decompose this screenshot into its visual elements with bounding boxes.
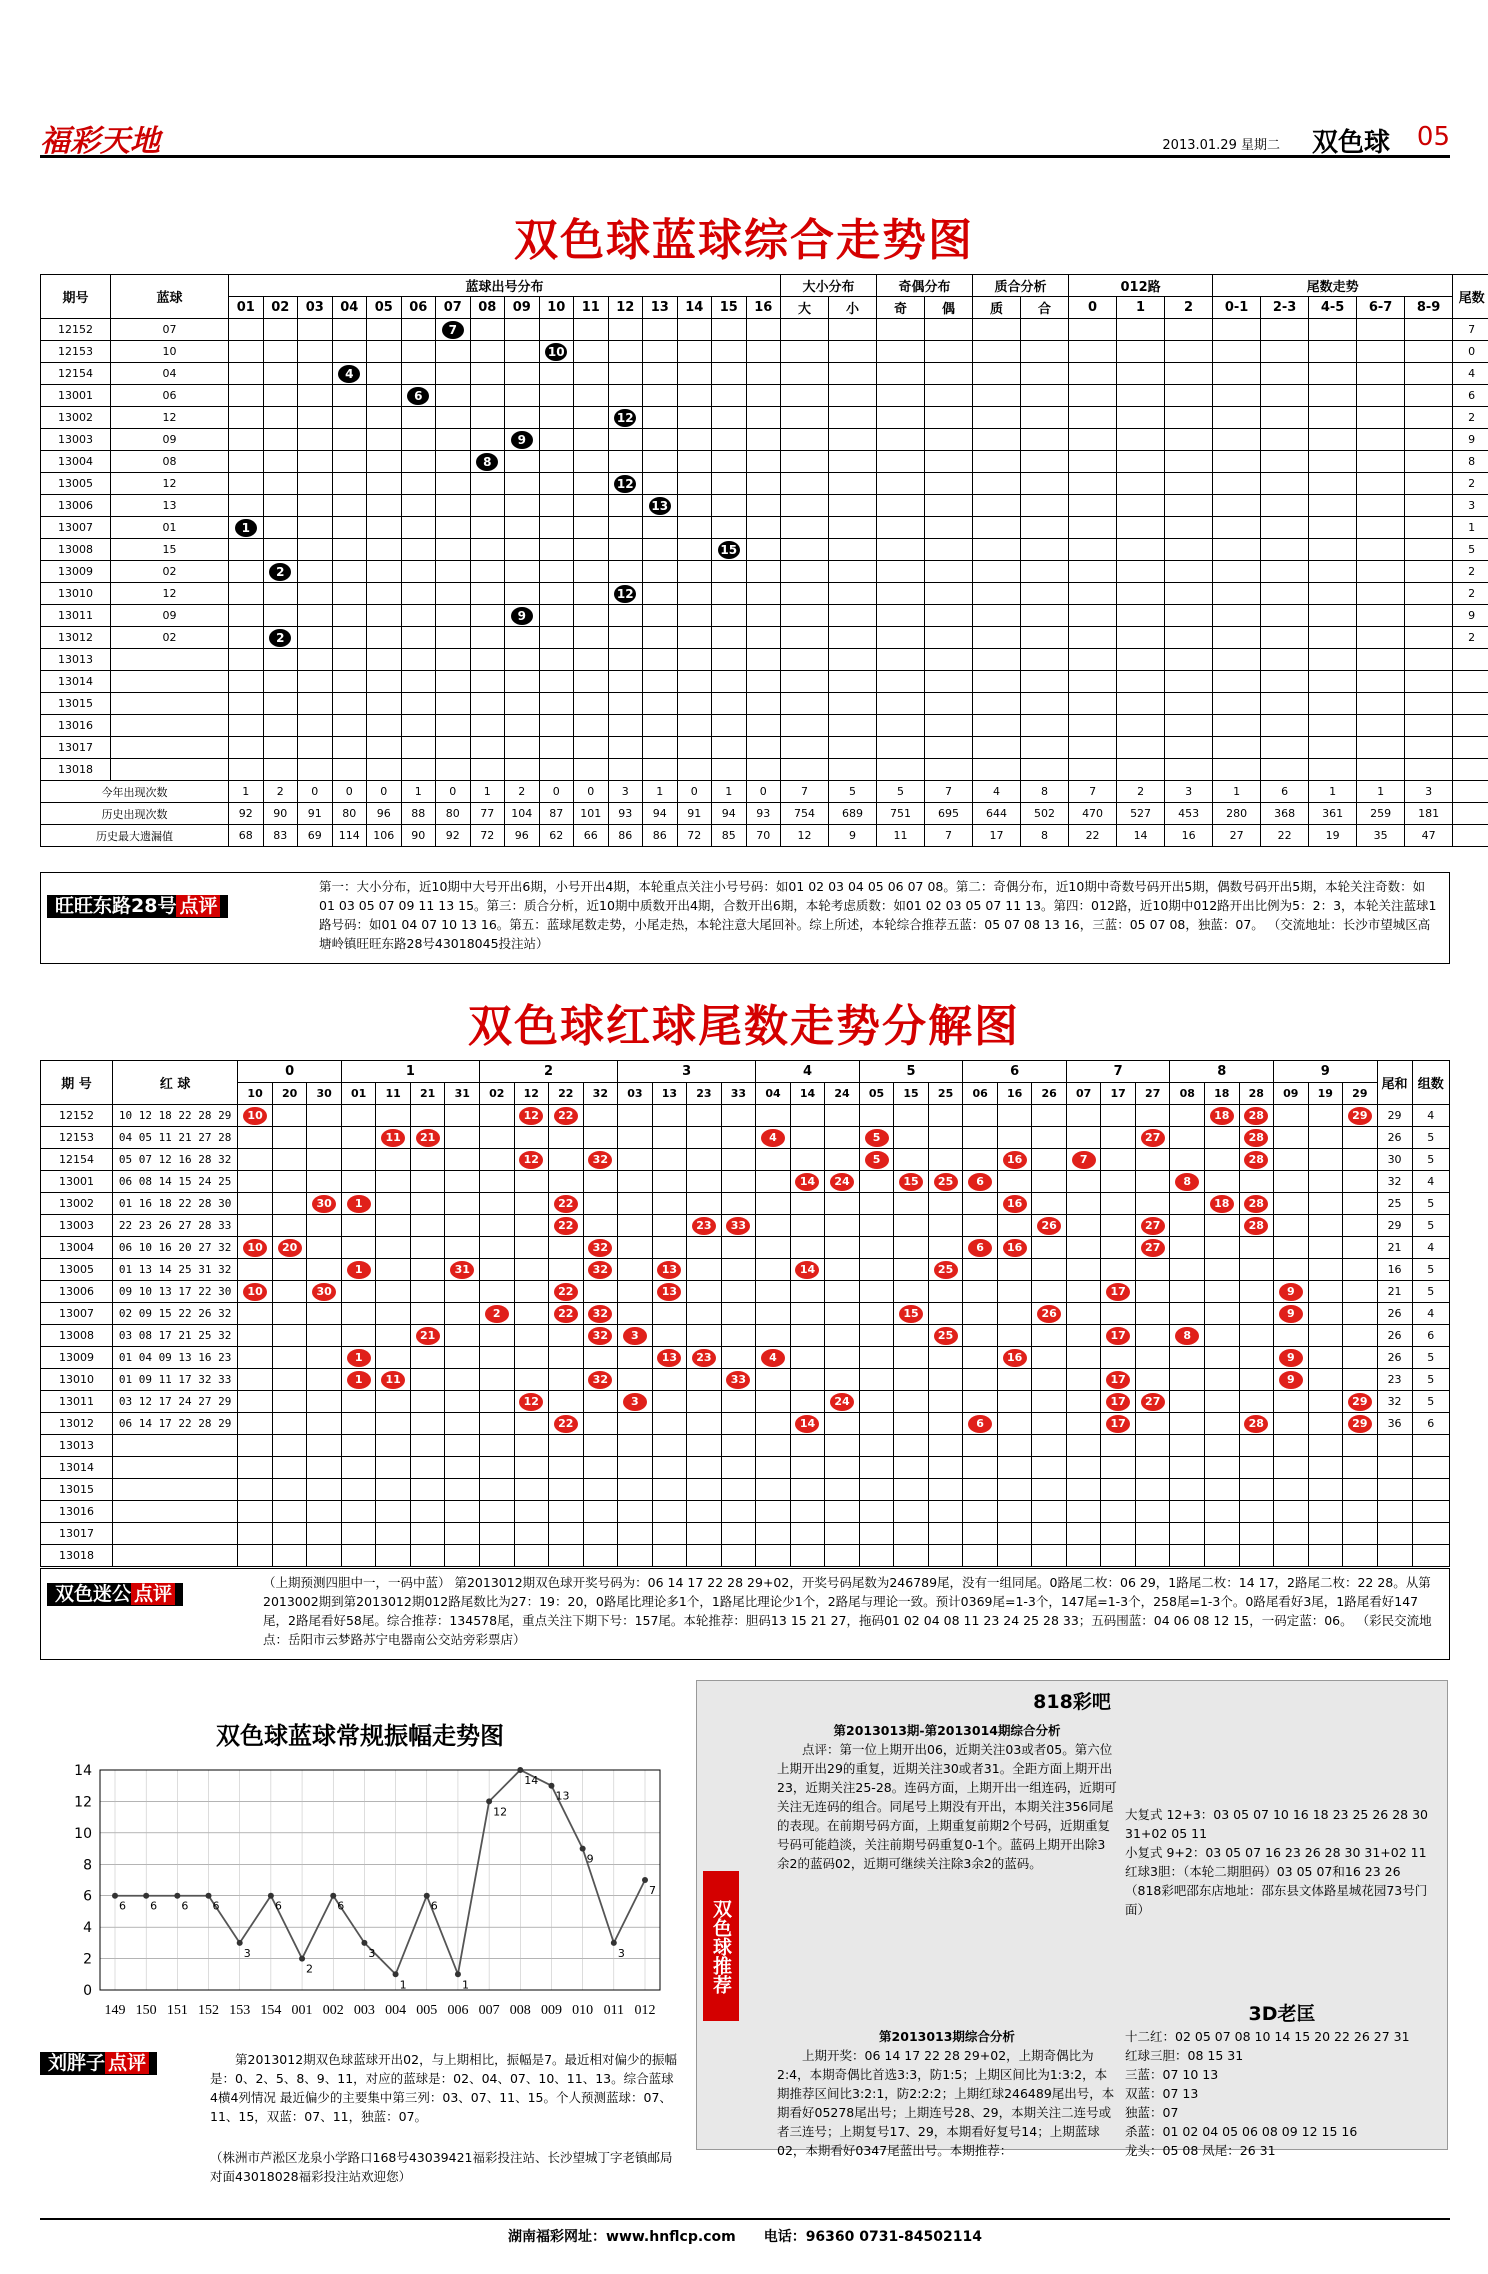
table-row: 13011 03 12 17 24 27 29 12 3 24 17 27 29 32 5 [41, 1391, 1450, 1413]
table-row: 13010 01 09 11 17 32 33 1 11 32 33 17 9 23 5 [41, 1369, 1450, 1391]
red-ball: 32 [588, 1327, 612, 1345]
data-label: 1 [399, 1978, 407, 1992]
red-ball: 12 [519, 1151, 543, 1169]
red-ball: 13 [657, 1261, 681, 1279]
data-point [455, 1971, 461, 1977]
h-period: 期号 [41, 275, 111, 319]
red-ball: 22 [554, 1195, 578, 1213]
comment-box-3 [40, 2048, 680, 2198]
blue-ball: 12 [614, 585, 636, 603]
x-tick-label: 150 [135, 2003, 157, 2018]
red-ball: 21 [416, 1129, 440, 1147]
table-row: 13017 [41, 737, 1488, 759]
data-label: 6 [337, 1899, 345, 1913]
table-row: 13010 12 12 2 [41, 583, 1488, 605]
blue-ball: 4 [338, 365, 360, 383]
red-ball: 16 [1003, 1349, 1027, 1367]
red-ball: 11 [381, 1129, 405, 1147]
data-point [517, 1767, 523, 1773]
x-tick-label: 005 [416, 2003, 438, 2018]
x-tick-label: 011 [603, 2003, 625, 2018]
y-tick-label: 14 [74, 1763, 92, 1779]
red-ball: 9 [1279, 1371, 1303, 1389]
x-tick-label: 006 [447, 2003, 469, 2018]
y-tick-label: 8 [83, 1857, 92, 1874]
data-point [361, 1940, 367, 1946]
r3d-left: 第2013013期综合分析 上期开奖：06 14 17 22 28 29+02，上期奇偶比为2:4，本期奇偶比首选3:3，防1:5；上期区间比为1:3:2，本期推荐区间比3:2:1，防2:2:2；上期红球246489尾出号，本期看好05278尾出号；上期连号28、29，本期关注二连号或者三连号；上期复号17、29，本期看好复号14；上期蓝球02，本期看好0347尾蓝出号。本期推荐： [777, 2029, 1115, 2158]
red-ball: 28 [1244, 1151, 1268, 1169]
data-point [206, 1893, 212, 1899]
data-point [330, 1893, 336, 1899]
blue-ball: 2 [269, 629, 291, 647]
y-tick-label: 0 [83, 1983, 92, 1999]
red-ball: 30 [312, 1195, 336, 1213]
amplitude-chart [40, 1760, 680, 2050]
r818-left: 第2013013期-第2013014期综合分析 点评：第一位上期开出06，近期关注03或者05。第六位上期开出29的重复，近期关注30或者31。全距方面上期开出23，近期关注25-28。连码方面，上期开出一组连码，近期可关注无连码的组合。同尾号上期没有开出，本期关注356同尾的表现。在前期号码方面，上期重复前期2个号码，近期重复号码可能趋淡，关注前期号码重复0-1个。蓝码上期开出除3余2的蓝码02，近期可继续关注除3余2的蓝码。 [777, 1723, 1117, 1871]
red-ball: 29 [1348, 1393, 1372, 1411]
table-row: 12153 04 05 11 21 27 28 11 21 4 5 27 28 26 5 [41, 1127, 1450, 1149]
table-row: 12154 05 07 12 16 28 32 12 32 5 16 7 28 30 5 [41, 1149, 1450, 1171]
red-ball: 14 [795, 1261, 819, 1279]
red-tail-table: 期 号 红 球 0 1 2 3 4 5 6 7 8 9 尾和 组数 10 20 30 01 11 21 31 02 12 22 32 03 13 23 33 04 14 24 05 15 25 06 16 26 07 17 27 08 18 28 09 19 29 12152 10 12 18 22 28 29 10 12 22 18 28 29 29 4 12153 04 05 11 21 27 28 11 21 4 5 27 28 26 5 12154 05 07 12 16 28 32 12 32 5 16 7 28 30 5 13001 06 08 14 15 24 25 14 24 15 25 6 8 32 4 13002 01 16 18 22 28 30 30 1 22 16 18 28 25 5 13003 22 23 26 27 28 33 22 23 33 26 27 28 29 5 13004 06 10 16 20 27 32 10 20 32 6 16 27 21 4 13005 01 13 14 25 31 32 1 31 32 13 14 25 16 5 13006 09 10 13 17 22 30 10 30 22 13 17 9 21 5 13007 02 09 15 22 26 32 2 22 32 15 26 9 26 4 13008 03 08 17 21 25 32 21 32 3 25 17 8 26 6 13009 01 04 09 13 16 23 1 13 23 4 16 9 26 5 13010 01 09 11 17 32 33 1 11 32 33 17 9 23 5 13011 03 12 17 24 27 29 12 3 24 17 27 29 32 5 13012 06 14 17 22 28 29 22 14 6 17 28 29 36 6 13013 13014 13015 13016 13017 13018 [40, 1060, 1450, 1567]
issue-date: 2013.01.29 星期二 [1162, 138, 1280, 153]
r3d-head: 3D老匡 [1248, 2003, 1316, 2025]
blue-ball: 1 [235, 519, 257, 537]
comment-text-1: 第一：大小分布，近10期中大号开出6期，小号开出4期，本轮重点关注小号号码：如01 02 03 04 05 06 07 08。第二：奇偶分布，近10期中奇数号码开出5期，偶数号码开出5期，本轮关注奇数：如01 03 05 07 09 11 13 15。第三：质合分析，近10期中质数开出4期，合数开出6期，本轮考虑质数：如01 02 03 05 07 11 13。第四：012路，近10期中012路开出比例为5：2：3，本轮关注蓝球1路号码：如01 04 07 10 13 16。第五：蓝球尾数走势，小尾走热，本轮注意大尾回补。综上所述，本轮综合推荐五蓝：05 07 08 13 16，三蓝：05 07 08，独蓝：07。 （交流地址：长沙市望城区高塘岭镇旺旺东路28号43018045投注站） [319, 879, 1437, 951]
x-tick-label: 152 [198, 2003, 220, 2018]
red-ball: 27 [1141, 1129, 1165, 1147]
red-ball: 22 [554, 1217, 578, 1235]
r818-right: 大复式 12+3：03 05 07 10 16 18 23 25 26 28 30 31+02 05 11 小复式 9+2：03 05 07 16 23 26 28 30 31+02 11 红球3胆：（本轮二期胆码）03 05 07和16 23 26 （818彩吧邵东店地址：邵东县文体路星城花园73号门面） [1125, 1807, 1429, 1917]
data-label: 13 [555, 1789, 570, 1803]
x-tick-label: 001 [291, 2003, 313, 2018]
x-tick-label: 151 [166, 2003, 188, 2018]
table-row: 13018 [41, 759, 1488, 781]
y-tick-label: 2 [83, 1951, 92, 1968]
data-point [237, 1940, 243, 1946]
comment-tag-1: 旺旺东路28号 点评 [47, 895, 228, 918]
red-ball: 9 [1279, 1283, 1303, 1301]
data-point [299, 1956, 305, 1962]
red-ball: 17 [1106, 1283, 1130, 1301]
recommend-box [696, 1680, 1448, 2158]
data-label: 6 [430, 1899, 438, 1913]
red-ball: 10 [243, 1283, 267, 1301]
y-tick-label: 6 [83, 1888, 92, 1905]
table-row: 13012 02 2 2 [41, 627, 1488, 649]
red-ball: 15 [899, 1173, 923, 1191]
red-ball: 3 [623, 1327, 647, 1345]
red-ball: 8 [1175, 1173, 1199, 1191]
table-row: 13014 [41, 671, 1488, 693]
table-row: 13016 [41, 1501, 1450, 1523]
red-ball: 1 [347, 1371, 371, 1389]
red-ball: 28 [1244, 1195, 1268, 1213]
y-tick-label: 4 [83, 1920, 92, 1937]
red-ball: 12 [519, 1393, 543, 1411]
red-ball: 23 [692, 1349, 716, 1367]
red-ball: 22 [554, 1415, 578, 1433]
stats-row: 历史最大遗漏值 68 83 69 114 106 90 92 72 96 62 66 86 86 72 85 70 12 9 11 7 17 8 22 14 16 27 22 19 35 47 [41, 825, 1488, 847]
red-ball: 10 [243, 1239, 267, 1257]
red-ball: 25 [934, 1327, 958, 1345]
blue-ball: 9 [511, 607, 533, 625]
red-ball: 4 [761, 1129, 785, 1147]
red-ball: 18 [1210, 1195, 1234, 1213]
red-ball: 17 [1106, 1327, 1130, 1345]
data-point [486, 1798, 492, 1804]
red-ball: 22 [554, 1107, 578, 1125]
data-label: 6 [212, 1899, 220, 1913]
table-row: 13009 02 2 2 [41, 561, 1488, 583]
blue-ball: 9 [511, 431, 533, 449]
data-label: 7 [649, 1884, 656, 1897]
red-ball: 28 [1244, 1217, 1268, 1235]
blue-ball: 6 [407, 387, 429, 405]
table-row: 13008 03 08 17 21 25 32 21 32 3 25 17 8 26 6 [41, 1325, 1450, 1347]
x-tick-label: 149 [104, 2003, 126, 2018]
x-tick-label: 002 [322, 2003, 344, 2018]
data-label: 6 [150, 1899, 158, 1913]
red-ball: 5 [865, 1129, 889, 1147]
data-point [174, 1893, 180, 1899]
table-row: 13002 12 12 2 [41, 407, 1488, 429]
blue-ball: 12 [614, 409, 636, 427]
red-ball: 27 [1141, 1239, 1165, 1257]
red-ball: 21 [416, 1327, 440, 1345]
table-row: 13002 01 16 18 22 28 30 30 1 22 16 18 28 25 5 [41, 1193, 1450, 1215]
red-ball: 24 [830, 1173, 854, 1191]
table-row: 13013 [41, 1435, 1450, 1457]
red-ball: 32 [588, 1151, 612, 1169]
data-label: 2 [306, 1962, 314, 1976]
red-ball: 17 [1106, 1371, 1130, 1389]
red-ball: 9 [1279, 1349, 1303, 1367]
y-tick-label: 12 [74, 1794, 92, 1811]
data-label: 3 [368, 1946, 376, 1960]
red-ball: 3 [623, 1393, 647, 1411]
red-ball: 30 [312, 1283, 336, 1301]
data-point [548, 1783, 554, 1789]
red-ball: 33 [726, 1217, 750, 1235]
comment-tag-2: 双色迷公 点评 [47, 1583, 183, 1606]
red-ball: 13 [657, 1349, 681, 1367]
red-ball: 6 [968, 1239, 992, 1257]
blue-ball: 7 [442, 321, 464, 339]
comment-addr-3: （株洲市芦淞区龙泉小学路口168号43039421福彩投注站、长沙望城丁字老镇邮局对面43018028福彩投注站欢迎您） [210, 2150, 673, 2184]
section-title: 双色球 [1311, 128, 1390, 158]
red-ball: 33 [726, 1371, 750, 1389]
table-row: 13014 [41, 1457, 1450, 1479]
table-row: 13015 [41, 693, 1488, 715]
red-ball: 16 [1003, 1239, 1027, 1257]
red-ball: 4 [761, 1349, 785, 1367]
r818-head: 818彩吧 [1033, 1691, 1111, 1713]
red-ball: 29 [1348, 1107, 1372, 1125]
data-label: 3 [243, 1946, 251, 1960]
blue-ball: 10 [545, 343, 567, 361]
red-ball: 14 [795, 1415, 819, 1433]
table-row: 13017 [41, 1523, 1450, 1545]
blue-trend-table: 期号 蓝球 蓝球出号分布 大小分布 奇偶分布 质合分析 012路 尾数走势 尾数 01 02 03 04 05 06 07 08 09 10 11 12 13 14 15 16 大 小 奇 偶 质 合 0 1 2 0-1 2-3 4-5 6-7 8-9 12152 07 7 7 12153 10 10 0 12154 04 4 4 13001 06 6 6 13002 12 12 2 13003 09 9 9 13004 08 8 8 13005 12 12 2 13006 13 13 3 13007 01 1 1 13008 15 15 5 13009 02 2 2 13010 12 12 2 13011 09 9 9 13012 02 2 2 13013 13014 13015 13016 13017 13018 今年出现次数 1 2 0 0 0 1 0 1 2 0 0 3 1 0 1 0 7 5 5 7 4 8 7 2 3 1 6 1 1 3 历史出现次数 92 90 91 80 96 88 80 77 104 87 101 93 94 91 94 93 754 689 751 695 644 502 470 527 453 280 368 361 259 181 历史最大遗漏值 68 83 69 114 106 90 92 72 96 62 66 86 86 72 85 70 12 9 11 7 17 8 22 14 16 27 22 19 35 47 [40, 274, 1488, 847]
table-row: 13001 06 08 14 15 24 25 14 24 15 25 6 8 32 4 [41, 1171, 1450, 1193]
red-ball: 17 [1106, 1415, 1130, 1433]
page-number: 05 [1416, 122, 1450, 152]
data-point [268, 1893, 274, 1899]
red-ball: 29 [1348, 1415, 1372, 1433]
stats-row: 历史出现次数 92 90 91 80 96 88 80 77 104 87 101 93 94 91 94 93 754 689 751 695 644 502 470 527 453 280 368 361 259 181 [41, 803, 1488, 825]
red-ball: 25 [934, 1173, 958, 1191]
x-tick-label: 008 [509, 2003, 531, 2018]
data-label: 3 [617, 1946, 625, 1960]
x-tick-label: 154 [260, 2003, 282, 2018]
data-point [642, 1877, 648, 1883]
red-ball: 27 [1141, 1217, 1165, 1235]
x-tick-label: 012 [634, 2003, 656, 2018]
red-ball: 17 [1106, 1393, 1130, 1411]
red-ball: 27 [1141, 1393, 1165, 1411]
comment-text-3: 第2013012期双色球蓝球开出02，与上期相比，振幅是7。最近相对偏少的振幅是：0、2、5、8、9、11，对应的蓝球是：02、04、07、10、11、13。综合蓝球4横4列情况 最近偏少的主要集中第三列：03、07、11、15。个人预测蓝球：07、11、15，双蓝：07、11，独蓝：07。 [210, 2052, 678, 2124]
red-ball: 25 [934, 1261, 958, 1279]
table-row: 12153 10 10 0 [41, 341, 1488, 363]
table-row: 13013 [41, 649, 1488, 671]
table-row: 13007 02 09 15 22 26 32 2 22 32 15 26 9 26 4 [41, 1303, 1450, 1325]
red-ball: 31 [450, 1261, 474, 1279]
red-ball: 1 [347, 1349, 371, 1367]
table-row: 13001 06 6 6 [41, 385, 1488, 407]
red-ball: 14 [795, 1173, 819, 1191]
table-row: 13012 06 14 17 22 28 29 22 14 6 17 28 29 36 6 [41, 1413, 1450, 1435]
table-row: 13005 12 12 2 [41, 473, 1488, 495]
red-ball: 1 [347, 1195, 371, 1213]
red-ball: 28 [1244, 1107, 1268, 1125]
red-ball: 32 [588, 1239, 612, 1257]
comment-box-1 [40, 872, 1450, 964]
red-ball: 26 [1037, 1305, 1061, 1323]
table-row: 13008 15 15 5 [41, 539, 1488, 561]
table-row: 13016 [41, 715, 1488, 737]
data-point [580, 1846, 586, 1852]
table-row: 12152 10 12 18 22 28 29 10 12 22 18 28 29 29 4 [41, 1105, 1450, 1127]
x-tick-label: 153 [229, 2003, 251, 2018]
red-ball: 20 [278, 1239, 302, 1257]
blue-ball: 8 [476, 453, 498, 471]
comment-tag-3: 刘胖子 点评 [40, 2052, 157, 2075]
data-label: 6 [119, 1899, 126, 1913]
t1-title: 双色球蓝球综合走势图 [514, 215, 974, 266]
x-tick-label: 003 [353, 2003, 375, 2018]
plot-frame [100, 1770, 660, 1990]
data-point [112, 1893, 118, 1899]
table-row: 13015 [41, 1479, 1450, 1501]
red-ball: 13 [657, 1283, 681, 1301]
blue-ball: 15 [718, 541, 740, 559]
red-ball: 18 [1210, 1107, 1234, 1125]
y-tick-label: 10 [74, 1825, 92, 1842]
red-ball: 26 [1037, 1217, 1061, 1235]
red-ball: 32 [588, 1305, 612, 1323]
side-label: 双色球推荐 [703, 1871, 739, 2021]
red-ball: 32 [588, 1371, 612, 1389]
red-ball: 24 [830, 1393, 854, 1411]
red-ball: 5 [865, 1151, 889, 1169]
table-row: 13006 13 13 3 [41, 495, 1488, 517]
data-label: 12 [493, 1805, 508, 1819]
stats-row: 今年出现次数 1 2 0 0 0 1 0 1 2 0 0 3 1 0 1 0 7 5 5 7 4 8 7 2 3 1 6 1 1 3 [41, 781, 1488, 803]
table-row: 13006 09 10 13 17 22 30 10 30 22 13 17 9 21 5 [41, 1281, 1450, 1303]
data-point [611, 1940, 617, 1946]
red-ball: 7 [1072, 1151, 1096, 1169]
red-ball: 22 [554, 1305, 578, 1323]
x-tick-label: 004 [385, 2003, 407, 2018]
x-tick-label: 007 [478, 2003, 500, 2018]
table-row: 12154 04 4 4 [41, 363, 1488, 385]
red-ball: 22 [554, 1283, 578, 1301]
red-ball: 15 [899, 1305, 923, 1323]
red-ball: 23 [692, 1217, 716, 1235]
data-point [393, 1971, 399, 1977]
table-row: 13005 01 13 14 25 31 32 1 31 32 13 14 25 16 5 [41, 1259, 1450, 1281]
data-label: 1 [461, 1978, 469, 1992]
red-ball: 32 [588, 1261, 612, 1279]
x-tick-label: 009 [540, 2003, 562, 2018]
red-ball: 9 [1279, 1305, 1303, 1323]
comment-text-2: （上期预测四胆中一，一码中蓝） 第2013012期双色球开奖号码为：06 14 17 22 28 29+02，开奖号码尾数为246789尾，没有一组同尾。0路尾二枚：06 29，1路尾二枚：14 17，2路尾二枚：22 28。从第2013002期到第2013012期012路尾数比为27：19：20，0路尾比理论多1个，1路尾比理论少1个，2路尾与理论一致。预计0369尾=1-3个，147尾=1-3个，258尾=1-3个。0路尾看好3尾，1路尾看好147尾，2路尾看好58尾。综合推荐：134578尾，重点关注下期下号：157尾。本轮推荐：胆码13 15 21 27，拖码01 02 04 08 11 23 24 25 28 33；五码围蓝：04 06 08 12 15，一码定蓝：06。 （彩民交流地点：岳阳市云梦路苏宁电器南公交站旁彩票店） [263, 1575, 1432, 1647]
chart-title: 双色球蓝球常规振幅走势图 [216, 1722, 504, 1750]
blue-ball: 2 [269, 563, 291, 581]
h-blue: 蓝球 [111, 275, 229, 319]
red-ball: 16 [1003, 1195, 1027, 1213]
table-row: 13004 06 10 16 20 27 32 10 20 32 6 16 27 21 4 [41, 1237, 1450, 1259]
red-ball: 12 [519, 1107, 543, 1125]
data-label: 6 [274, 1899, 282, 1913]
table-row: 13004 08 8 8 [41, 451, 1488, 473]
red-ball: 16 [1003, 1151, 1027, 1169]
red-ball: 1 [347, 1261, 371, 1279]
table-row: 13007 01 1 1 [41, 517, 1488, 539]
data-label: 6 [181, 1899, 189, 1913]
table-row: 13018 [41, 1545, 1450, 1567]
blue-ball: 12 [614, 475, 636, 493]
t2-title: 双色球红球尾数走势分解图 [468, 1001, 1020, 1052]
table-row: 12152 07 7 7 [41, 319, 1488, 341]
table-row: 13003 09 9 9 [41, 429, 1488, 451]
blue-ball: 13 [649, 497, 671, 515]
comment-box-2 [40, 1568, 1450, 1660]
red-ball: 11 [381, 1371, 405, 1389]
red-ball: 10 [243, 1107, 267, 1125]
red-ball: 28 [1244, 1415, 1268, 1433]
red-ball: 28 [1244, 1129, 1268, 1147]
footer: 湖南福彩网址：www.hnflcp.com 电话：96360 0731-84502114 [40, 2218, 1450, 2246]
red-ball: 6 [968, 1173, 992, 1191]
data-label: 14 [524, 1774, 539, 1787]
table-row: 13003 22 23 26 27 28 33 22 23 33 26 27 28 29 5 [41, 1215, 1450, 1237]
red-ball: 8 [1175, 1327, 1199, 1345]
data-point [424, 1893, 430, 1899]
table-row: 13009 01 04 09 13 16 23 1 13 23 4 16 9 26 5 [41, 1347, 1450, 1369]
data-label: 9 [586, 1852, 594, 1866]
page-header [40, 112, 1450, 158]
data-point [143, 1893, 149, 1899]
r3d-right: 十二红：02 05 07 08 10 14 15 20 22 26 27 31 红球三胆：08 15 31 三蓝：07 10 13 双蓝：07 13 独蓝：07 杀蓝：01 02 04 05 06 08 09 12 15 16 龙头：05 08 凤尾：26 31 [1125, 2029, 1410, 2158]
table-row: 13011 09 9 9 [41, 605, 1488, 627]
logo: 福彩天地 [40, 124, 160, 159]
x-tick-label: 010 [572, 2003, 594, 2018]
red-ball: 2 [485, 1305, 509, 1323]
red-ball: 6 [968, 1415, 992, 1433]
